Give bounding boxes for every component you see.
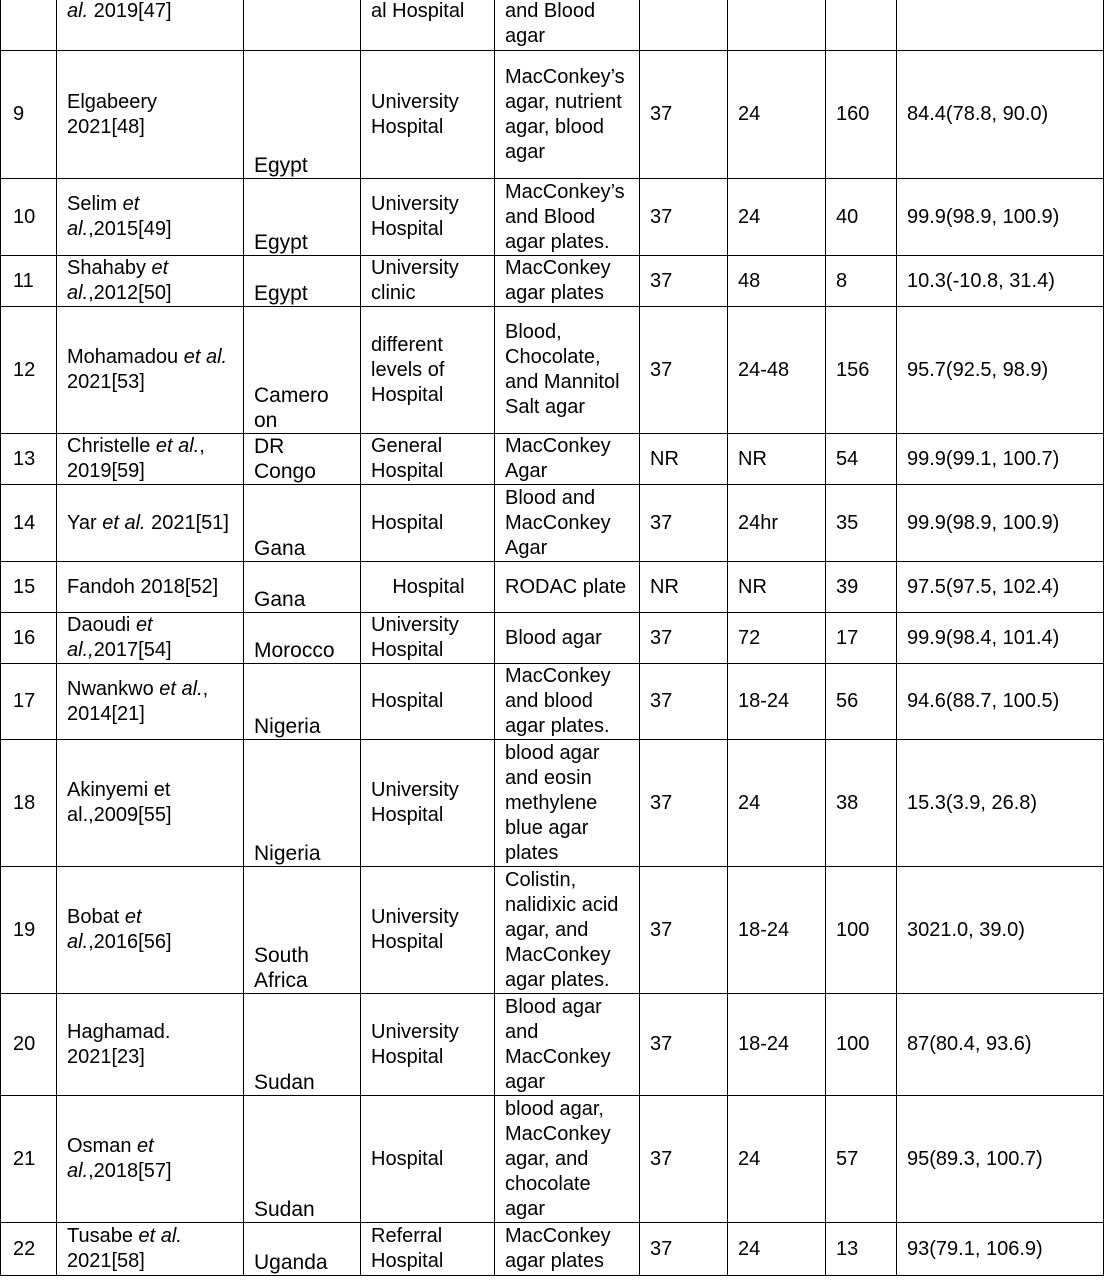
incubation-temperature-cell: 37	[640, 179, 728, 256]
prevalence-ci-cell: 95.7(92.5, 98.9)	[897, 307, 1104, 434]
author-name: Elgabeery 2021[48]	[67, 90, 158, 138]
incubation-time-cell: NR	[728, 562, 826, 613]
prevalence-ci-cell: 87(80.4, 93.6)	[897, 994, 1104, 1096]
et-al-italic: et al.	[102, 511, 146, 534]
author-name: Bobat	[67, 906, 125, 928]
author-name: Christelle	[67, 435, 156, 457]
table-row	[1, 1223, 1104, 1276]
year-reference: ,2012[50]	[88, 282, 172, 304]
incubation-temperature-cell: 37	[640, 1223, 728, 1276]
row-number-cell: 16	[1, 613, 57, 664]
row-number-cell: 17	[1, 664, 57, 740]
table-row	[1, 179, 1104, 256]
incubation-time-cell: 72	[728, 613, 826, 664]
row-number-cell: 19	[1, 867, 57, 994]
incubation-time-cell: 18-24	[728, 994, 826, 1096]
sample-size-cell: 100	[826, 867, 897, 994]
author-year-cell	[57, 613, 244, 664]
prevalence-ci-cell: 99.9(98.4, 101.4)	[897, 613, 1104, 664]
sample-size-cell: 160	[826, 51, 897, 179]
incubation-temperature-cell: 37	[640, 613, 728, 664]
author-year-cell	[57, 740, 244, 867]
author-name: Fandoh 2018[52]	[67, 575, 219, 598]
sample-size-cell: 54	[826, 434, 897, 485]
author-year-cell	[57, 307, 244, 434]
incubation-time-cell: 24-48	[728, 307, 826, 434]
study-setting-cell: University Hospital	[361, 179, 495, 256]
year-reference: 2021[58]	[67, 1250, 145, 1272]
table-row	[1, 485, 1104, 562]
author-year-cell	[57, 867, 244, 994]
author-name: Tusabe	[67, 1225, 139, 1247]
study-setting-cell: General Hospital	[361, 434, 495, 485]
incubation-time-cell: 18-24	[728, 664, 826, 740]
prevalence-ci-cell: 99.9(98.9, 100.9)	[897, 485, 1104, 562]
table-row	[1, 562, 1104, 613]
row-number-cell: 9	[1, 51, 57, 179]
sample-size-cell: 38	[826, 740, 897, 867]
sample-size-cell: 57	[826, 1096, 897, 1223]
row-number-cell: 18	[1, 740, 57, 867]
incubation-temperature-cell: 37	[640, 485, 728, 562]
author-year-cell	[57, 1096, 244, 1223]
country-cell: Sudan	[244, 994, 361, 1096]
table-row	[1, 434, 1104, 485]
country-cell: Uganda	[244, 1223, 361, 1276]
incubation-time-cell	[728, 0, 826, 51]
study-setting-cell: University Hospital	[361, 740, 495, 867]
et-al-italic: et al.	[67, 906, 142, 953]
incubation-time-cell: NR	[728, 434, 826, 485]
incubation-temperature-cell: 37	[640, 1096, 728, 1223]
country-cell: Sudan	[244, 1096, 361, 1223]
country-cell: Egypt	[244, 51, 361, 179]
table-row	[1, 613, 1104, 664]
author-name: Shahaby	[67, 257, 152, 279]
incubation-temperature-cell: 37	[640, 307, 728, 434]
study-setting-cell: Referral Hospital	[361, 1223, 495, 1276]
incubation-temperature-cell: 37	[640, 256, 728, 307]
author-name: Yar	[67, 511, 103, 534]
culture-media-cell: Blood and MacConkey Agar	[495, 485, 640, 562]
country-cell: Egypt	[244, 179, 361, 256]
table-row	[1, 740, 1104, 867]
incubation-temperature-cell: 37	[640, 740, 728, 867]
author-year-cell	[57, 0, 244, 51]
incubation-time-cell: 48	[728, 256, 826, 307]
author-year-cell	[57, 994, 244, 1096]
culture-media-cell: Colistin, nalidixic acid agar, and MacConkey agar plates.	[495, 867, 640, 994]
row-number-cell: 22	[1, 1223, 57, 1276]
incubation-time-cell: 24hr	[728, 485, 826, 562]
author-name: Nwankwo	[67, 677, 160, 700]
year-reference: 2021[53]	[67, 371, 145, 393]
country-cell: Camero on	[244, 307, 361, 434]
study-setting-cell: Hospital	[361, 485, 495, 562]
author-year-cell	[57, 51, 244, 179]
study-setting-cell: different levels of Hospital	[361, 307, 495, 434]
country-cell: Nigeria	[244, 740, 361, 867]
prevalence-ci-cell	[897, 0, 1104, 51]
table-row	[1, 0, 1104, 51]
table-row	[1, 867, 1104, 994]
author-name: Haghamad. 2021[23]	[67, 1020, 171, 1068]
culture-media-cell: and Blood agar	[495, 0, 640, 51]
author-year-cell	[57, 562, 244, 613]
year-reference: , 2014[21]	[67, 677, 209, 725]
table-row	[1, 664, 1104, 740]
incubation-temperature-cell: 37	[640, 664, 728, 740]
et-al-italic: et al.	[183, 346, 228, 368]
incubation-temperature-cell: 37	[640, 994, 728, 1096]
country-cell	[244, 0, 361, 51]
author-year-cell	[57, 179, 244, 256]
table-row	[1, 51, 1104, 179]
incubation-temperature-cell: 37	[640, 51, 728, 179]
incubation-temperature-cell	[640, 0, 728, 51]
year-reference: ,2016[56]	[88, 931, 172, 953]
et-al-italic: et al.	[67, 193, 140, 240]
author-year-cell	[57, 434, 244, 485]
study-setting-cell: University clinic	[361, 256, 495, 307]
prevalence-ci-cell: 99.9(98.9, 100.9)	[897, 179, 1104, 256]
culture-media-cell: MacConkey’s agar, nutrient agar, blood agar	[495, 51, 640, 179]
incubation-time-cell: 24	[728, 740, 826, 867]
et-al-italic: et al.	[155, 435, 200, 457]
culture-media-cell: Blood agar and MacConkey agar	[495, 994, 640, 1096]
et-al-italic: al.	[67, 0, 89, 22]
study-setting-cell: al Hospital	[361, 0, 495, 51]
table-body	[1, 0, 1104, 1276]
prevalence-ci-cell: 10.3(-10.8, 31.4)	[897, 256, 1104, 307]
et-al-italic: et al.	[67, 1135, 154, 1182]
study-setting-cell: Hospital	[361, 664, 495, 740]
year-reference: ,2018[57]	[88, 1160, 172, 1182]
table-row	[1, 307, 1104, 434]
culture-media-cell: MacConkey and blood agar plates.	[495, 664, 640, 740]
culture-media-cell: MacConkey Agar	[495, 434, 640, 485]
study-setting-cell: University Hospital	[361, 867, 495, 994]
et-al-italic: et al.	[67, 257, 169, 304]
prevalence-ci-cell: 97.5(97.5, 102.4)	[897, 562, 1104, 613]
culture-media-cell: blood agar, MacConkey agar, and chocolate agar	[495, 1096, 640, 1223]
sample-size-cell: 13	[826, 1223, 897, 1276]
country-cell: DR Congo	[244, 434, 361, 485]
prevalence-ci-cell: 93(79.1, 106.9)	[897, 1223, 1104, 1276]
culture-media-cell: Blood agar	[495, 613, 640, 664]
author-name: Selim	[67, 193, 123, 215]
row-number-cell: 12	[1, 307, 57, 434]
year-reference: , 2019[59]	[67, 435, 205, 482]
year-reference: 2017[54]	[93, 639, 172, 661]
culture-media-cell: Blood, Chocolate, and Mannitol Salt agar	[495, 307, 640, 434]
culture-media-cell: MacConkey agar plates	[495, 1223, 640, 1276]
sample-size-cell: 40	[826, 179, 897, 256]
sample-size-cell: 39	[826, 562, 897, 613]
year-reference: ,2015[49]	[88, 218, 172, 240]
sample-size-cell: 8	[826, 256, 897, 307]
author-year-cell	[57, 485, 244, 562]
study-setting-cell: University Hospital	[361, 613, 495, 664]
study-setting-cell: Hospital	[361, 1096, 495, 1223]
table-row	[1, 994, 1104, 1096]
prevalence-ci-cell: 95(89.3, 100.7)	[897, 1096, 1104, 1223]
row-number-cell: 20	[1, 994, 57, 1096]
prevalence-ci-cell: 84.4(78.8, 90.0)	[897, 51, 1104, 179]
incubation-time-cell: 24	[728, 1096, 826, 1223]
author-name: Osman	[67, 1135, 138, 1157]
sample-size-cell: 156	[826, 307, 897, 434]
row-number-cell: 14	[1, 485, 57, 562]
prevalence-ci-cell: 94.6(88.7, 100.5)	[897, 664, 1104, 740]
author-year-cell	[57, 664, 244, 740]
culture-media-cell: MacConkey’s and Blood agar plates.	[495, 179, 640, 256]
culture-media-cell: RODAC plate	[495, 562, 640, 613]
table-row	[1, 256, 1104, 307]
sample-size-cell: 56	[826, 664, 897, 740]
prevalence-ci-cell: 15.3(3.9, 26.8)	[897, 740, 1104, 867]
culture-media-cell: MacConkey agar plates	[495, 256, 640, 307]
row-number-cell: 10	[1, 179, 57, 256]
sample-size-cell	[826, 0, 897, 51]
et-al-italic: et al.,	[67, 614, 153, 661]
country-cell: Gana	[244, 562, 361, 613]
incubation-temperature-cell: NR	[640, 434, 728, 485]
et-al-italic: et al.	[138, 1225, 182, 1247]
study-setting-cell: University Hospital	[361, 994, 495, 1096]
incubation-time-cell: 24	[728, 51, 826, 179]
country-cell: South Africa	[244, 867, 361, 994]
incubation-time-cell: 24	[728, 1223, 826, 1276]
country-cell: Gana	[244, 485, 361, 562]
sample-size-cell: 100	[826, 994, 897, 1096]
prevalence-ci-cell: 3021.0, 39.0)	[897, 867, 1104, 994]
study-setting-cell: University Hospital	[361, 51, 495, 179]
incubation-temperature-cell: 37	[640, 867, 728, 994]
row-number-cell	[1, 0, 57, 51]
year-reference: 2021[51]	[145, 511, 229, 534]
author-name: Akinyemi et al.,2009[55]	[67, 779, 172, 826]
author-year-cell	[57, 256, 244, 307]
sample-size-cell: 35	[826, 485, 897, 562]
incubation-temperature-cell: NR	[640, 562, 728, 613]
country-cell: Egypt	[244, 256, 361, 307]
row-number-cell: 15	[1, 562, 57, 613]
author-name: Daoudi	[67, 614, 136, 636]
author-year-cell	[57, 1223, 244, 1276]
culture-media-cell: blood agar and eosin methylene blue agar plates	[495, 740, 640, 867]
author-name: Mohamadou	[67, 346, 184, 368]
row-number-cell: 13	[1, 434, 57, 485]
year-reference: 2019[47]	[88, 0, 172, 22]
study-setting-cell: Hospital	[361, 562, 495, 613]
incubation-time-cell: 24	[728, 179, 826, 256]
prevalence-ci-cell: 99.9(99.1, 100.7)	[897, 434, 1104, 485]
country-cell: Morocco	[244, 613, 361, 664]
et-al-italic: et al.	[159, 677, 203, 700]
table-row	[1, 1096, 1104, 1223]
country-cell: Nigeria	[244, 664, 361, 740]
row-number-cell: 11	[1, 256, 57, 307]
sample-size-cell: 17	[826, 613, 897, 664]
row-number-cell: 21	[1, 1096, 57, 1223]
incubation-time-cell: 18-24	[728, 867, 826, 994]
